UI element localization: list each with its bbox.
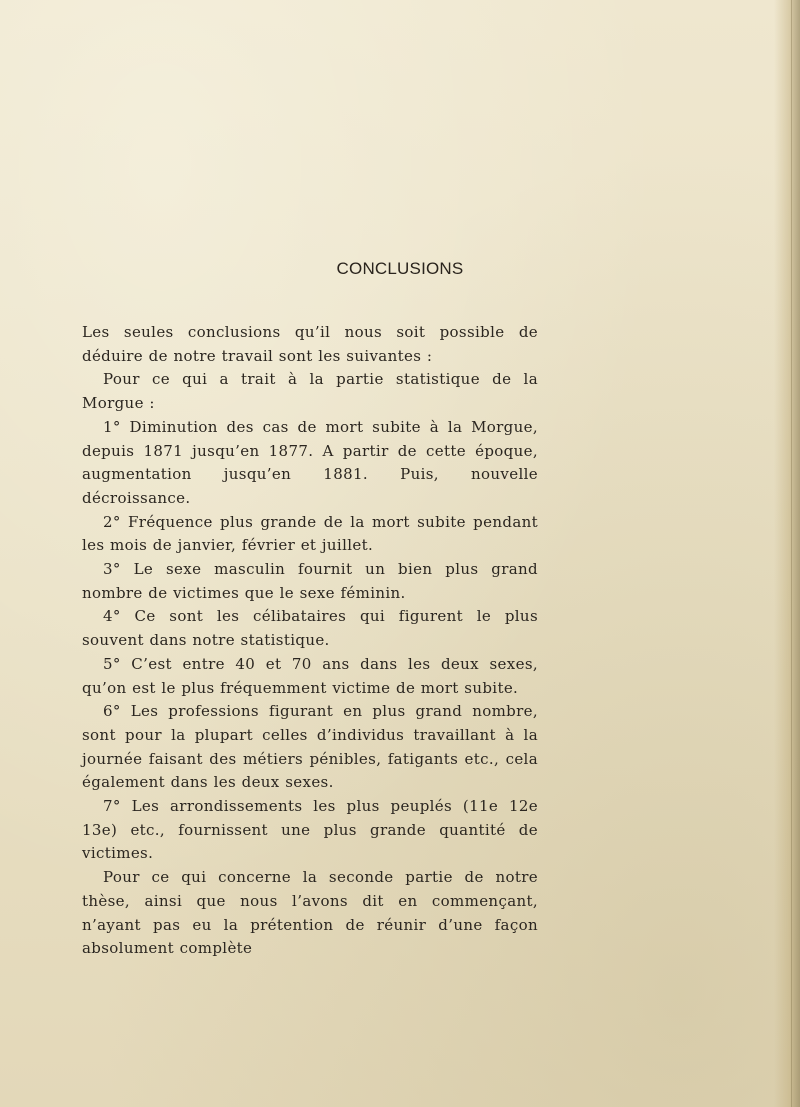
paragraph-point-4: 4° Ce sont les célibataires qui figurent le plus souvent dans notre statistique. xyxy=(82,607,538,650)
paragraph-seconde-partie: Pour ce qui concerne la seconde partie de notre thèse, ainsi que nous l’avons dit en commençant, n’ayant pas eu la prétention de réunir d’une façon absolument complète xyxy=(82,868,538,958)
paragraph-point-6: 6° Les professions figurant en plus grand nombre, sont pour la plupart celles d’individus travaillant à la journée faisant des métiers pénibles, fatigants etc., cela également dans les deux sexes. xyxy=(82,702,538,792)
paragraph-intro: Les seules conclusions qu’il nous soit possible de déduire de notre travail sont les suivantes : xyxy=(82,323,538,365)
paragraph-statistique: Pour ce qui a trait à la partie statistique de la Morgue : xyxy=(82,370,538,413)
section-heading: CONCLUSIONS xyxy=(336,259,464,278)
paragraph-point-7: 7° Les arrondissements les plus peuplés (11e 12e 13e) etc., fournissent une plus grande quantité de victimes. xyxy=(82,797,538,863)
page-edge-line xyxy=(791,0,792,1107)
page-edge-shadow xyxy=(774,0,800,1107)
paragraph-point-5: 5° C’est entre 40 et 70 ans dans les deux sexes, qu’on est le plus fréquemment victime de mort subite. xyxy=(82,654,538,697)
paragraph-point-1: 1° Diminution des cas de mort subite à la Morgue, depuis 1871 jusqu’en 1877. A partir de cette époque, augmentation jusqu’en 1881. Puis, nouvelle décroissance. xyxy=(82,417,538,507)
paragraph-point-3: 3° Le sexe masculin fournit un bien plus grand nombre de victimes que le sexe féminin. xyxy=(82,560,538,602)
paragraph-point-2: 2° Fréquence plus grande de la mort subite pendant les mois de janvier, février et juillet. xyxy=(82,512,538,555)
body-text xyxy=(82,321,538,961)
